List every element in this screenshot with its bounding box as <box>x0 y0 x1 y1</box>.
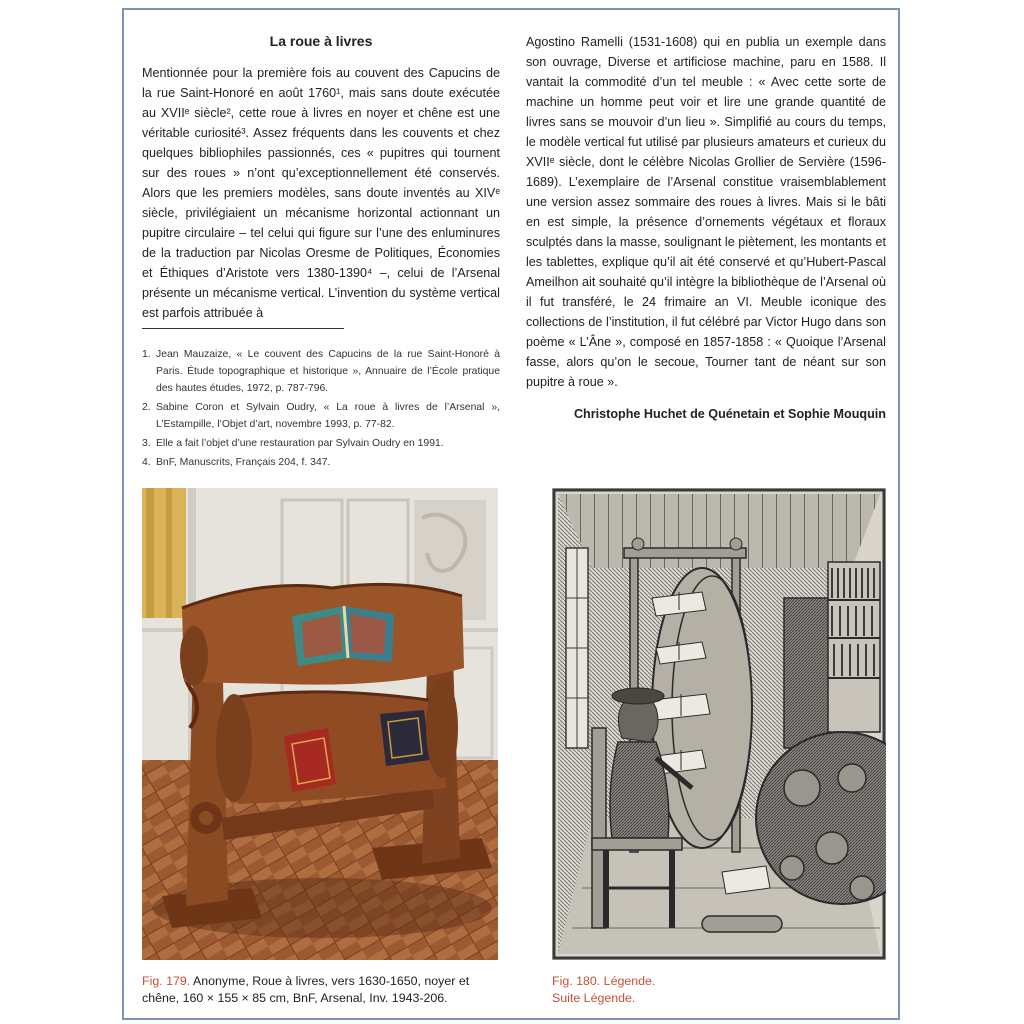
footnote-text: Sabine Coron et Sylvain Oudry, « La roue à livres de l’Arsenal », L’Estampille, l’Objet d’art, novembre 1993, p. 77-82. <box>156 402 500 430</box>
footnote-number: 4. <box>142 457 151 468</box>
figure-180-legend: Légende. <box>603 974 656 988</box>
figure-179-number: Fig. 179. <box>142 974 191 988</box>
right-column <box>526 32 886 424</box>
figure-180-engraving <box>552 488 886 960</box>
article-title: La roue à livres <box>269 33 373 49</box>
left-column <box>142 32 500 323</box>
figure-180-number: Fig. 180. <box>552 974 601 988</box>
figure-179-photo <box>142 488 498 960</box>
footnote <box>142 454 500 471</box>
footnote-text: Elle a fait l’objet d’une restauration par Sylvain Oudry en 1991. <box>156 438 444 449</box>
footnote-text: BnF, Manuscrits, Français 204, f. 347. <box>156 457 331 468</box>
figure-180-legend-continued: Suite Légende. <box>552 991 636 1005</box>
footnote-number: 1. <box>142 349 151 360</box>
footnote-text: Jean Mauzaize, « Le couvent des Capucins de la rue Saint-Honoré à Paris. Étude topographique et historique », Annuaire de l’École pratique des hautes études, 1972, p. 787-796. <box>156 349 500 394</box>
article-authors: Christophe Huchet de Quénetain et Sophie Mouquin <box>573 407 886 421</box>
figure-179-caption <box>142 973 502 1007</box>
footnote-divider <box>142 328 344 329</box>
document-page <box>122 8 900 1020</box>
right-column-text: Agostino Ramelli (1531-1608) qui en publia un exemple dans son ouvrage, Diverse et artificiose machine, paru en 1588. Il vantait la commodité d’un tel meuble : « Avec cette sorte de machine un homme peut voir et lire une grande quantité de livres sans se mouvoir d’un lieu ». Simplifié au cours du temps, le modèle vertical fut utilisé par plusieurs amateurs et curieux du XVIIᵉ siècle, dont le célèbre Nicolas Grollier de Servière (1596-1689). L’exemplaire de l’Arsenal constitue vraisemblablement une version assez sommaire des roues à livres. Mais si le bâti en est simple, la présence d’ornements végétaux et floraux sculptés dans la masse, soulignant le piètement, les montants et les tablettes, explique qu’il ait été conservé et qu’Hubert-Pascal Ameilhon ait souhaité qu’il intègre la bibliothèque de l’Arsenal où il fut transféré, le 24 frimaire an VI. Meuble iconique des collections de l’institution, il fut célébré par Victor Hugo dans son poème « L’Âne », composé en 1857-1858 : « Quoique l’Arsenal fasse, alors qu’on le secoue, Tourner tant de néant sur son pupitre à roue ». <box>526 35 886 389</box>
footnote <box>142 399 500 433</box>
figure-179-caption-text: Anonyme, Roue à livres, vers 1630-1650, noyer et chêne, 160 × 155 × 85 cm, BnF, Arsenal, Inv. 1943-206. <box>142 974 470 1005</box>
footnote-number: 2. <box>142 402 151 413</box>
left-column-text: Mentionnée pour la première fois au couvent des Capucins de la rue Saint-Honoré en août 1760¹, mais sans doute exécutée au XVIIᵉ siècle², cette roue à livres en noyer et chêne est une véritable curiosité³. Assez fréquents dans les couvents et chez quelques bibliophiles passionnés, ces « pupitres qui tournent sur des roues » n’ont qu’exceptionnellement été conservés. Alors que les premiers modèles, sans doute inventés au XIVᵉ siècle, privilégiaient un mécanisme horizontal actionnant un pupitre circulaire – tel celui qui figure sur l’une des enluminures de la traduction par Nicolas Oresme de Politiques, Économies et Éthiques d’Aristote vers 1380-1390⁴ –, celui de l’Arsenal présente un mécanisme vertical. L’invention du système vertical est parfois attribuée à <box>142 66 500 320</box>
ramelli-engraving-illustration <box>552 488 886 960</box>
footnote-number: 3. <box>142 438 151 449</box>
book-wheel-photo-illustration <box>142 488 498 960</box>
footnote <box>142 346 500 397</box>
figure-180-caption <box>552 973 882 1007</box>
footnote <box>142 435 500 452</box>
footnotes <box>142 346 500 473</box>
